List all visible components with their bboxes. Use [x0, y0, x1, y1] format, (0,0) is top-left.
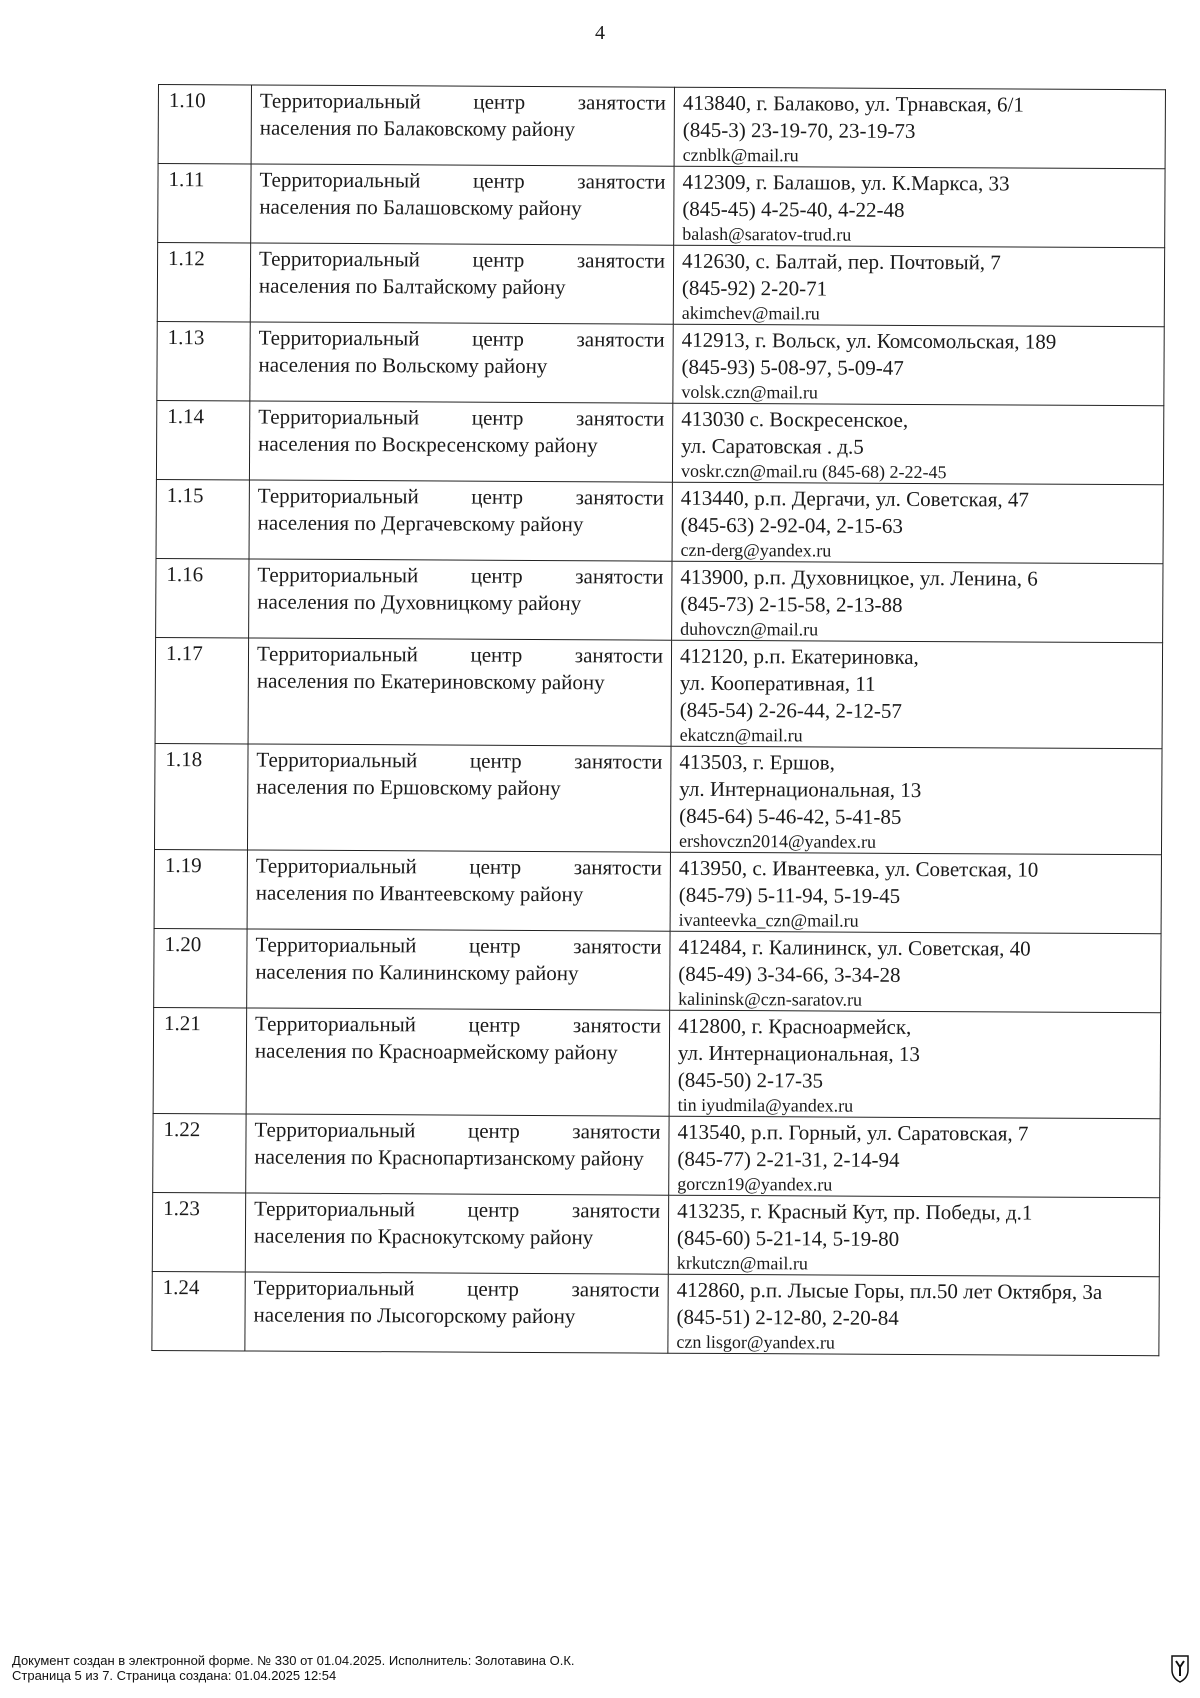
center-name: Территориальный центр занятости населения по Дергачевскому району	[249, 480, 672, 561]
center-contacts	[672, 482, 1163, 564]
address-line: 413503, г. Ершов,	[679, 749, 835, 775]
table-row	[154, 928, 1161, 1012]
center-contacts	[671, 640, 1163, 749]
center-contacts	[669, 1010, 1161, 1119]
address-line: 412800, г. Красноармейск,	[678, 1013, 912, 1039]
email-link[interactable]: cznblk@mail.ru	[682, 144, 799, 166]
table-body	[152, 85, 1166, 1356]
footer-page-info: Страница 5 из 7. Страница создана: 01.04.2025 12:54	[12, 1668, 337, 1683]
table-row	[156, 479, 1163, 563]
center-name: Территориальный центр занятости населения по Вольскому району	[250, 322, 673, 403]
table-row	[153, 1113, 1160, 1197]
address-line: 413030 с. Воскресенское,	[681, 406, 909, 432]
table-row	[157, 321, 1164, 405]
center-contacts	[674, 166, 1165, 248]
address-line: 413840, г. Балаково, ул. Трнавская, 6/1	[682, 90, 1024, 117]
row-number: 1.11	[158, 164, 251, 243]
table-row	[158, 85, 1165, 169]
address-line: 413235, г. Красный Кут, пр. Победы, д.1	[677, 1198, 1033, 1225]
address-line: ул. Интернациональная, 13	[677, 1040, 921, 1067]
address-line: ул. Интернациональная, 13	[679, 776, 922, 803]
table-row	[152, 1192, 1159, 1276]
center-name: Территориальный центр занятости населения по Лысогорскому району	[245, 1272, 668, 1353]
address-line: (845-3) 23-19-70, 23-19-73	[682, 117, 916, 143]
center-contacts	[672, 561, 1163, 643]
address-line: 412913, г. Вольск, ул. Комсомольская, 189	[681, 327, 1057, 354]
row-number: 1.23	[152, 1192, 245, 1271]
row-number: 1.12	[157, 243, 250, 322]
center-name: Территориальный центр занятости населения по Воскресенскому району	[249, 401, 672, 482]
email-link[interactable]: ekatczn@mail.ru	[679, 724, 803, 746]
center-contacts	[669, 1116, 1160, 1198]
center-name: Территориальный центр занятости населения по Балтайскому району	[250, 243, 673, 324]
email-link[interactable]: duhovczn@mail.ru	[680, 618, 819, 640]
address-line: 413900, р.п. Духовницкое, ул. Ленина, 6	[680, 564, 1038, 591]
row-number: 1.20	[154, 928, 247, 1007]
table-row	[155, 637, 1163, 748]
address-line: 413540, р.п. Горный, ул. Саратовская, 7	[677, 1119, 1029, 1146]
address-line: (845-60) 5-21-14, 5-19-80	[676, 1225, 900, 1251]
row-number: 1.19	[154, 849, 247, 928]
center-contacts	[668, 1195, 1159, 1277]
row-number: 1.22	[153, 1113, 246, 1192]
center-contacts	[674, 87, 1165, 169]
center-contacts	[673, 245, 1164, 327]
center-name: Территориальный центр занятости населения по Балаковскому району	[251, 85, 674, 166]
email-link[interactable]: voskr.czn@mail.ru (845-68) 2-22-45	[680, 460, 947, 483]
table-row	[158, 164, 1165, 248]
table-row	[154, 849, 1161, 933]
row-number: 1.18	[154, 743, 248, 849]
address-line: 413440, р.п. Дергачи, ул. Советская, 47	[680, 485, 1029, 512]
row-number: 1.24	[152, 1271, 245, 1350]
address-line: (845-73) 2-15-58, 2-13-88	[680, 591, 903, 617]
email-link[interactable]: tin iyudmila@yandex.ru	[677, 1094, 854, 1116]
row-number: 1.17	[155, 637, 249, 743]
address-line: (845-77) 2-21-31, 2-14-94	[677, 1146, 900, 1172]
center-name: Территориальный центр занятости населения по Духовницкому району	[249, 559, 672, 640]
row-number: 1.10	[158, 85, 251, 164]
address-line: 412120, р.п. Екатериновка,	[679, 643, 919, 669]
email-link[interactable]: ershovczn2014@yandex.ru	[678, 830, 877, 852]
address-line: (845-50) 2-17-35	[677, 1067, 824, 1093]
row-number: 1.14	[156, 400, 249, 479]
page-number: 4	[595, 22, 605, 44]
address-line: (845-54) 2-26-44, 2-12-57	[679, 697, 902, 723]
document-footer	[12, 1653, 575, 1683]
address-line: 412860, р.п. Лысые Горы, пл.50 лет Октября, 3а	[676, 1277, 1103, 1304]
address-line: (845-49) 3-34-66, 3-34-28	[678, 961, 901, 987]
address-line: 412484, г. Калининск, ул. Советская, 40	[678, 934, 1031, 961]
address-line: (845-93) 5-08-97, 5-09-47	[681, 354, 904, 380]
email-link[interactable]: akimchev@mail.ru	[681, 302, 820, 324]
email-link[interactable]: volsk.czn@mail.ru	[681, 381, 818, 403]
email-link[interactable]: gorczn19@yandex.ru	[677, 1173, 833, 1195]
email-link[interactable]: kalininsk@czn-saratov.ru	[678, 988, 863, 1010]
coat-of-arms-icon	[1170, 1654, 1190, 1684]
address-line: (845-64) 5-46-42, 5-41-85	[679, 803, 902, 829]
center-contacts	[670, 746, 1162, 855]
email-link[interactable]: czn-derg@yandex.ru	[680, 539, 832, 561]
email-link[interactable]: balash@saratov-trud.ru	[682, 223, 852, 245]
center-name: Территориальный центр занятости населения по Калининскому району	[247, 929, 670, 1010]
center-name: Территориальный центр занятости населения по Ивантеевскому району	[247, 850, 670, 931]
table-row	[156, 400, 1163, 484]
table-row	[154, 743, 1162, 854]
table-row	[152, 1271, 1159, 1355]
row-number: 1.15	[156, 479, 249, 558]
center-contacts	[672, 403, 1163, 485]
center-name: Территориальный центр занятости населения по Краснопартизанскому району	[246, 1114, 669, 1195]
center-name: Территориальный центр занятости населения по Балашовскому району	[251, 164, 674, 245]
center-name: Территориальный центр занятости населения по Краснокутскому району	[245, 1193, 668, 1274]
email-link[interactable]: czn lisgor@yandex.ru	[676, 1331, 836, 1353]
center-name: Территориальный центр занятости населения по Ершовскому району	[247, 744, 671, 852]
address-line: (845-45) 4-25-40, 4-22-48	[682, 196, 905, 222]
employment-centers-table	[151, 84, 1166, 1356]
row-number: 1.13	[157, 321, 250, 400]
address-line: 413950, с. Ивантеевка, ул. Советская, 10	[678, 855, 1039, 882]
address-line: ул. Кооперативная, 11	[679, 670, 876, 696]
address-line: (845-79) 5-11-94, 5-19-45	[678, 882, 901, 908]
footer-document-info: Документ создан в электронной форме. № 330 от 01.04.2025. Исполнитель: Золотавина О.К.	[12, 1653, 575, 1668]
center-name: Территориальный центр занятости населения по Красноармейскому району	[246, 1008, 670, 1116]
table-row	[153, 1007, 1161, 1118]
center-name: Территориальный центр занятости населения по Екатериновскому району	[248, 638, 672, 746]
email-link[interactable]: krkutczn@mail.ru	[676, 1252, 808, 1274]
address-line: ул. Саратовская . д.5	[681, 433, 864, 459]
center-contacts	[670, 931, 1161, 1013]
address-line: 412630, с. Балтай, пер. Почтовый, 7	[682, 248, 1001, 275]
address-line: (845-63) 2-92-04, 2-15-63	[680, 512, 903, 538]
row-number: 1.21	[153, 1007, 247, 1113]
address-line: (845-92) 2-20-71	[681, 275, 828, 301]
center-contacts	[673, 324, 1164, 406]
row-number: 1.16	[156, 558, 249, 637]
table-row	[157, 243, 1164, 327]
address-line: (845-51) 2-12-80, 2-20-84	[676, 1304, 899, 1330]
center-contacts	[670, 852, 1161, 934]
table-row	[156, 558, 1163, 642]
address-line: 412309, г. Балашов, ул. К.Маркса, 33	[682, 169, 1010, 196]
email-link[interactable]: ivanteevka_czn@mail.ru	[678, 909, 859, 931]
center-contacts	[668, 1274, 1159, 1356]
